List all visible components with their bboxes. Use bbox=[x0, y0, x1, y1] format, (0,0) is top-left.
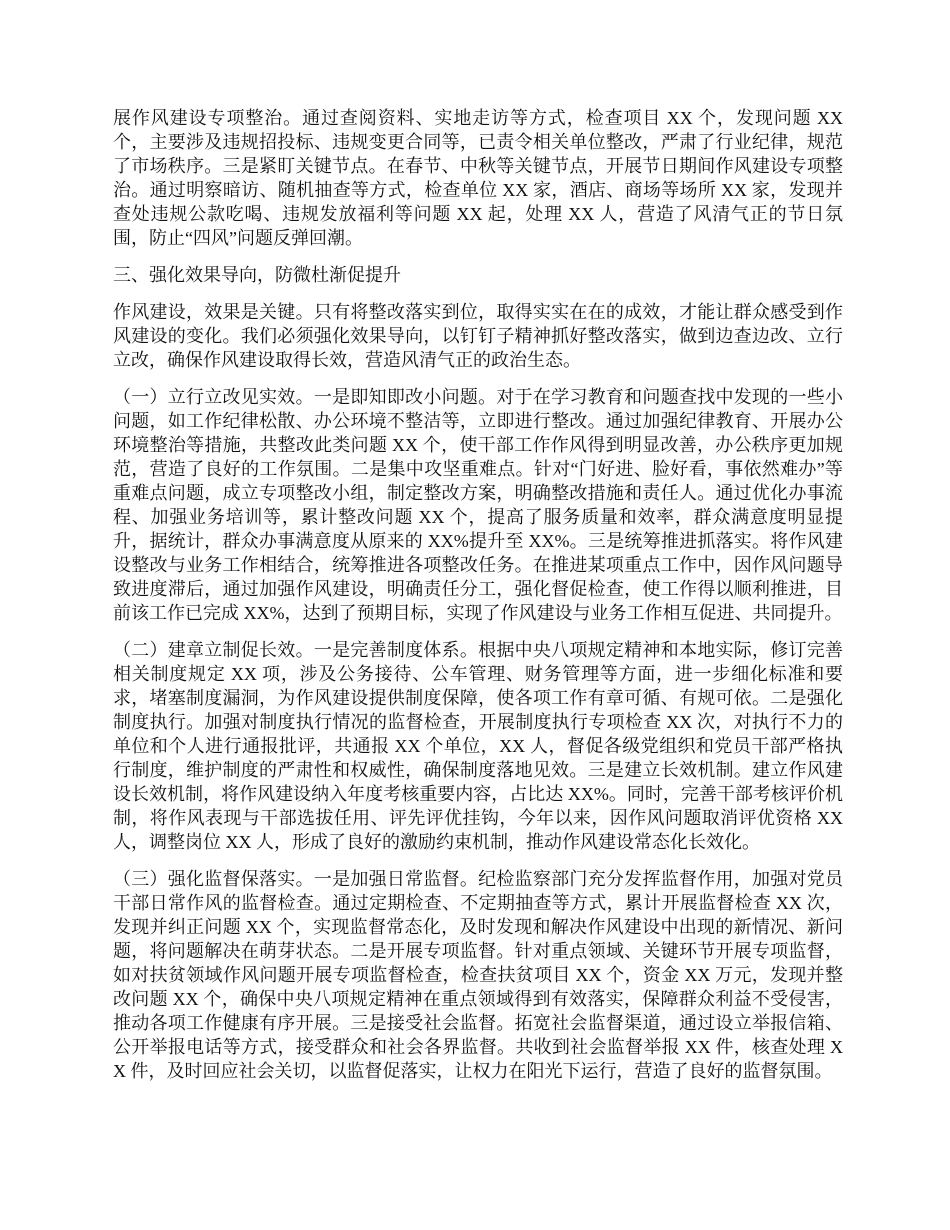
paragraph-intro: 作风建设，效果是关键。只有将整改落实到位，取得实实在在的成效，才能让群众感受到作风建设的变化。我们必须强化效果导向，以钉钉子精神抓好整改落实，做到边查边改、立行立改，确保作风建设取得长效，营造风清气正的政治生态。 bbox=[113, 302, 843, 370]
document-page bbox=[113, 106, 843, 1096]
paragraph-continuation: 展作风建设专项整治。通过查阅资料、实地走访等方式，检查项目 XX 个，发现问题 XX 个，主要涉及违规招投标、违规变更合同等，已责令相关单位整改，严肃了行业纪律，规范了市场秩序。三是紧盯关键节点。在春节、中秋等关键节点，开展节日期间作风建设专项整治。通过明察暗访、随机抽查等方式，检查单位 XX 家，酒店、商场等场所 XX 家，发现并查处违规公款吃喝、违规发放福利等问题 XX 起，处理 XX 人，营造了风清气正的节日氛围，防止“四风”问题反弹回潮。 bbox=[113, 108, 843, 248]
paragraph-subsection-2: （二）建章立制促长效。一是完善制度体系。根据中央八项规定精神和本地实际，修订完善相关制度规定 XX 项，涉及公务接待、公车管理、财务管理等方面，进一步细化标准和要求，堵塞制度漏洞，为作风建设提供制度保障，使各项工作有章可循、有规可依。二是强化制度执行。加强对制度执行情况的监督检查，开展制度执行专项检查 XX 次，对执行不力的单位和个人进行通报批评，共通报 XX 个单位，XX 人，督促各级党组织和党员干部严格执行制度，维护制度的严肃性和权威性，确保制度落地见效。三是建立长效机制。建立作风建设长效机制，将作风建设纳入年度考核重要内容，占比达 XX%。同时，完善干部考核评价机制，将作风表现与干部选拔任用、评先评优挂钩，今年以来，因作风问题取消评优资格 XX 人，调整岗位 XX 人，形成了良好的激励约束机制，推动作风建设常态化长效化。 bbox=[113, 640, 843, 852]
section-heading: 三、强化效果导向，防微杜渐促提升 bbox=[113, 265, 401, 285]
paragraph-subsection-1: （一）立行立改见实效。一是即知即改小问题。对于在学习教育和问题查找中发现的一些小问题，如工作纪律松散、办公环境不整洁等，立即进行整改。通过加强纪律教育、开展办公环境整治等措施，共整改此类问题 XX 个，使干部工作作风得到明显改善，办公秩序更加规范，营造了良好的工作氛围。二是集中攻坚重难点。针对“门好进、脸好看，事依然难办”等重难点问题，成立专项整改小组，制定整改方案，明确整改措施和责任人。通过优化办事流程、加强业务培训等，累计整改问题 XX 个，提高了服务质量和效率，群众满意度明显提升，据统计，群众办事满意度从原来的 XX%提升至 XX%。三是统筹推进抓落实。将作风建设整改与业务工作相结合，统筹推进各项整改任务。在推进某项重点工作中，因作风问题导致进度滞后，通过加强作风建设，明确责任分工，强化督促检查，使工作得以顺利推进，目前该工作已完成 XX%，达到了预期目标，实现了作风建设与业务工作相互促进、共同提升。 bbox=[113, 387, 843, 623]
paragraph-subsection-3: （三）强化监督保落实。一是加强日常监督。纪检监察部门充分发挥监督作用，加强对党员干部日常作风的监督检查。通过定期检查、不定期抽查等方式，累计开展监督检查 XX 次，发现并纠正问题 XX 个，实现监督常态化，及时发现和解决作风建设中出现的新情况、新问题，将问题解决在萌芽状态。二是开展专项监督。针对重点领域、关键环节开展专项监督，如对扶贫领域作风问题开展专项监督检查，检查扶贫项目 XX 个，资金 XX 万元，发现并整改问题 XX 个，确保中央八项规定精神在重点领域得到有效落实，保障群众利益不受侵害，推动各项工作健康有序开展。三是接受社会监督。拓宽社会监督渠道，通过设立举报信箱、公开举报电话等方式，接受群众和社会各界监督。共收到社会监督举报 XX 件，核查处理 XX 件，及时回应社会关切，以监督促落实，让权力在阳光下运行，营造了良好的监督氛围。 bbox=[113, 869, 843, 1081]
